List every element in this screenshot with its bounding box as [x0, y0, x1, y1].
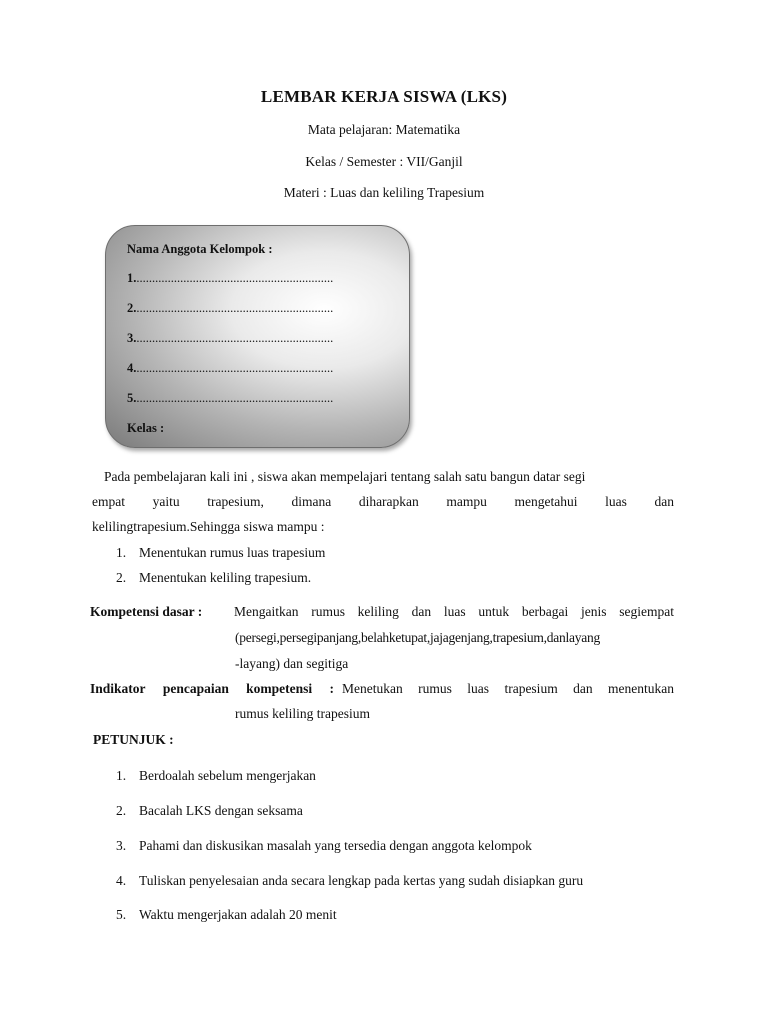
kompetensi-line-3: -layang) dan segitiga [235, 656, 349, 671]
word: pencapaian [162, 681, 229, 696]
goal-number: 1. [116, 545, 127, 560]
kompetensi-line-2: (persegi,persegipanjang,belahketupat,jajagenjang,trapesium,danlayang [235, 630, 600, 645]
member-entry[interactable] [127, 361, 333, 376]
word: keliling [357, 604, 399, 619]
intro-line-1: Pada pembelajaran kali ini , siswa akan mempelajari tentang salah satu bangun datar segi [104, 469, 586, 484]
intro-line-2 [92, 494, 674, 510]
instruction-number: 2. [116, 803, 127, 818]
word: dimana [291, 494, 332, 509]
indikator-line-1 [342, 681, 674, 697]
petunjuk-label: PETUNJUK : [93, 732, 174, 747]
subject-line: Mata pelajaran: Matematika [307, 122, 461, 137]
word: trapesium [504, 681, 558, 696]
member-blank: ............................................................... [136, 271, 334, 285]
member-blank: ............................................................... [136, 301, 334, 315]
instruction-number: 1. [116, 768, 127, 783]
word: segiempat [619, 604, 674, 619]
word: berbagai [521, 604, 569, 619]
member-blank: ............................................................... [136, 331, 334, 345]
instruction-number: 5. [116, 907, 127, 922]
class-semester-line: Kelas / Semester : VII/Ganjil [305, 154, 463, 169]
instruction-text: Pahami dan diskusikan masalah yang tersedia dengan anggota kelompok [139, 838, 532, 853]
intro-line-3: kelilingtrapesium.Sehingga siswa mampu : [92, 519, 325, 534]
word: mengetahui [514, 494, 578, 509]
instruction-text: Bacalah LKS dengan seksama [139, 803, 303, 818]
instruction-text: Waktu mengerjakan adalah 20 menit [139, 907, 337, 922]
word: yaitu [152, 494, 180, 509]
word: trapesium, [207, 494, 264, 509]
word: dan [411, 604, 432, 619]
word: Indikator [90, 681, 146, 696]
word: dan [654, 494, 674, 509]
word: luas [467, 681, 490, 696]
word: menentukan [608, 681, 674, 696]
member-blank: ............................................................... [136, 391, 334, 405]
member-number: 3. [127, 331, 137, 345]
class-field-label: Kelas : [127, 421, 165, 435]
word: Menetukan [342, 681, 403, 696]
member-number: 2. [127, 301, 137, 315]
word: empat [92, 494, 125, 509]
document-title: LEMBAR KERJA SISWA (LKS) [260, 87, 508, 106]
word: : [329, 681, 334, 696]
kompetensi-line-1 [234, 604, 674, 620]
word: untuk [478, 604, 510, 619]
word: kompetensi [246, 681, 313, 696]
goal-text: Menentukan keliling trapesium. [139, 570, 312, 585]
member-number: 1. [127, 271, 137, 285]
word: mampu [446, 494, 487, 509]
member-entry[interactable] [127, 301, 333, 316]
instruction-text: Tuliskan penyelesaian anda secara lengkap pada kertas yang sudah disiapkan guru [139, 873, 584, 888]
indikator-label [90, 681, 334, 697]
kompetensi-label: Kompetensi dasar : [90, 604, 203, 619]
word: diharapkan [358, 494, 419, 509]
word: dan [573, 681, 593, 696]
member-number: 4. [127, 361, 137, 375]
word: Mengaitkan [234, 604, 299, 619]
member-blank: ............................................................... [136, 361, 334, 375]
group-members-box [105, 225, 410, 448]
word: rumus [418, 681, 452, 696]
word: jenis [581, 604, 607, 619]
word: rumus [311, 604, 345, 619]
instruction-number: 4. [116, 873, 127, 888]
group-members-label: Nama Anggota Kelompok : [127, 242, 273, 256]
goal-number: 2. [116, 570, 127, 585]
word: luas [605, 494, 627, 509]
instruction-number: 3. [116, 838, 127, 853]
member-entry[interactable] [127, 271, 333, 286]
word: luas [443, 604, 466, 619]
topic-line: Materi : Luas dan keliling Trapesium [283, 185, 485, 200]
indikator-line-2: rumus keliling trapesium [235, 706, 370, 721]
instruction-text: Berdoalah sebelum mengerjakan [139, 768, 316, 783]
goal-text: Menentukan rumus luas trapesium [139, 545, 326, 560]
member-entry[interactable] [127, 331, 333, 346]
member-entry[interactable] [127, 391, 333, 406]
member-number: 5. [127, 391, 137, 405]
